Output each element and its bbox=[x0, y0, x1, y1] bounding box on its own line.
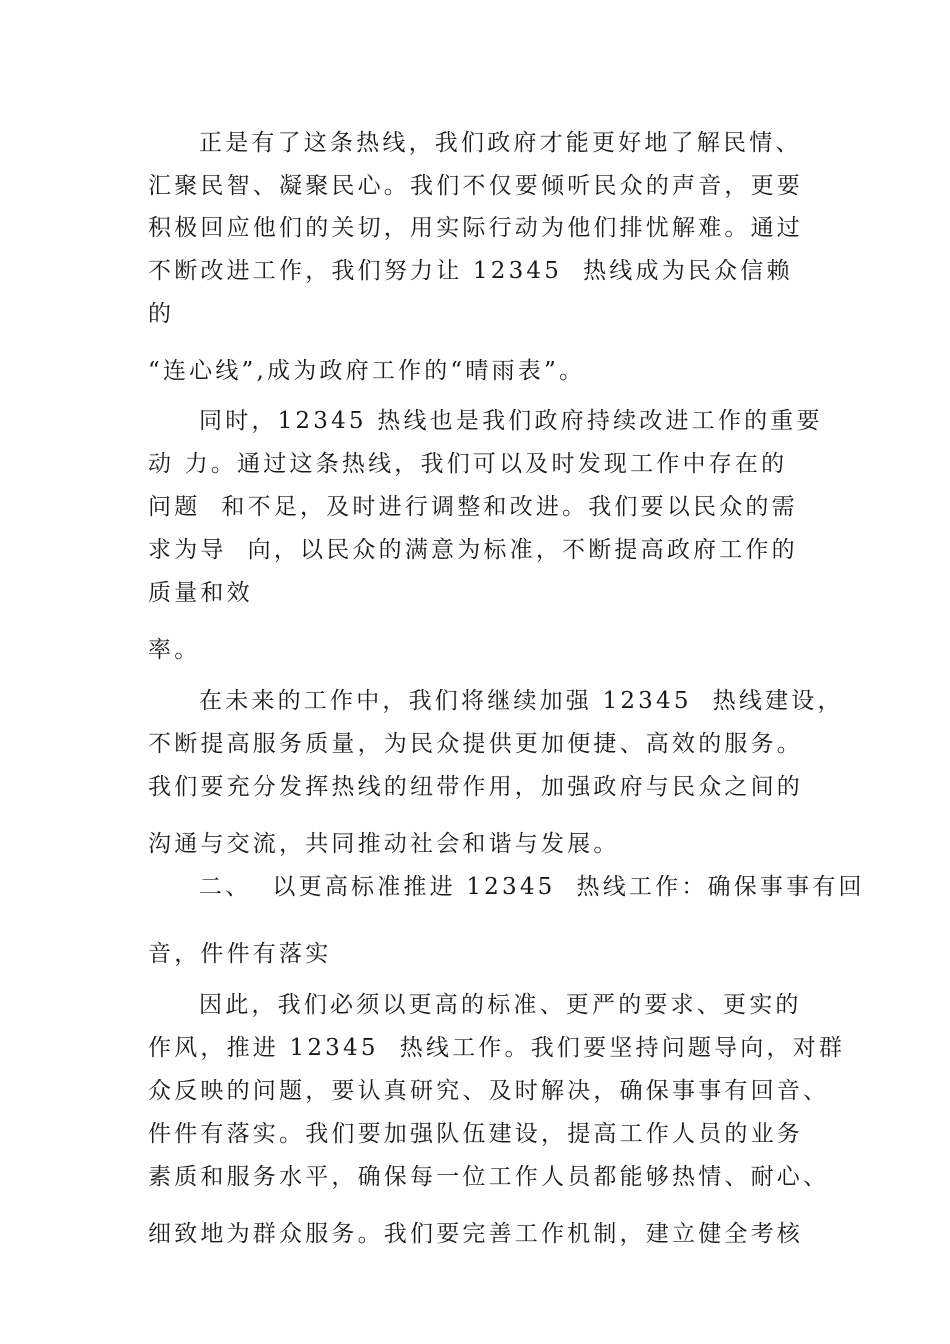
paragraph-line: 作风，推进 12345 热线工作。我们要坚持问题导向，对群 bbox=[148, 1035, 846, 1061]
paragraph-line: 问题 和不足，及时进行调整和改进。我们要以民众的需 bbox=[148, 494, 798, 520]
paragraph-line: 汇聚民智、凝聚民心。我们不仅要倾听民众的声音，更要 bbox=[148, 173, 803, 199]
paragraph-line: 我们要充分发挥热线的纽带作用，加强政府与民众之间的 bbox=[148, 774, 803, 800]
paragraph-line: 质量和效 bbox=[148, 580, 253, 606]
paragraph-line: 细致地为群众服务。我们要完善工作机制，建立健全考核 bbox=[148, 1221, 803, 1247]
paragraph-line: 正是有了这条热线，我们政府才能更好地了解民情、 bbox=[199, 130, 802, 156]
paragraph-line: 不断提高服务质量，为民众提供更加便捷、高效的服务。 bbox=[148, 731, 803, 757]
paragraph-line: 率。 bbox=[148, 637, 201, 663]
paragraph-line: 件件有落实。我们要加强队伍建设，提高工作人员的业务 bbox=[148, 1121, 803, 1147]
paragraph-line: 积极回应他们的关切，用实际行动为他们排忧解难。通过 bbox=[148, 215, 803, 241]
section-heading-line: 二、 以更高标准推进 12345 热线工作：确保事事有回 bbox=[199, 874, 865, 900]
paragraph-line: 众反映的问题，要认真研究、及时解决，确保事事有回音、 bbox=[148, 1078, 830, 1104]
paragraph-line: “连心线”,成为政府工作的“晴雨表”。 bbox=[148, 358, 586, 384]
paragraph-line: 动 力。通过这条热线，我们可以及时发现工作中存在的 bbox=[148, 451, 788, 477]
paragraph-line: 同时，12345 热线也是我们政府持续改进工作的重要 bbox=[199, 408, 823, 434]
paragraph-line: 因此，我们必须以更高的标准、更严的要求、更实的 bbox=[199, 992, 802, 1018]
paragraph-line: 求为导 向，以民众的满意为标准，不断提高政府工作的 bbox=[148, 537, 798, 563]
section-heading-line: 音，件件有落实 bbox=[148, 941, 332, 967]
paragraph-line: 不断改进工作，我们努力让 12345 热线成为民众信赖 bbox=[148, 258, 793, 284]
paragraph-line: 沟通与交流，共同推动社会和谐与发展。 bbox=[148, 831, 620, 857]
paragraph-line: 的 bbox=[148, 301, 175, 327]
paragraph-line: 素质和服务水平，确保每一位工作人员都能够热情、耐心、 bbox=[148, 1164, 830, 1190]
paragraph-line: 在未来的工作中，我们将继续加强 12345 热线建设， bbox=[199, 688, 844, 714]
